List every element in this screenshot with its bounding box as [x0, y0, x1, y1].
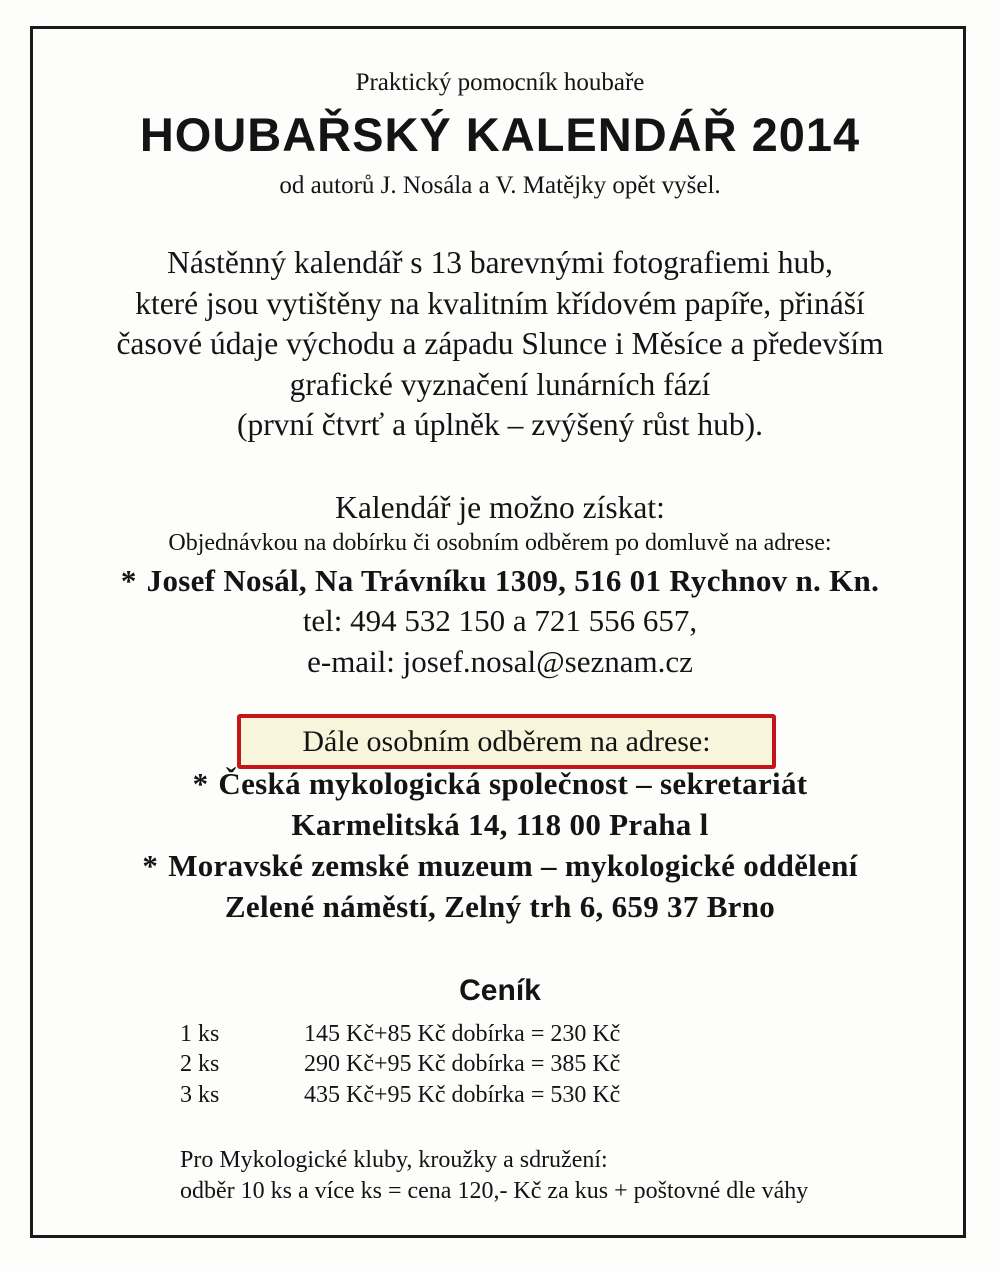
pickup-highlight-box: [237, 714, 776, 769]
price-calc: 435 Kč+95 Kč dobírka = 530 Kč: [304, 1082, 621, 1108]
pickup-location-address: Karmelitská 14, 118 00 Praha l: [291, 807, 709, 842]
club-pricing-line: Pro Mykologické kluby, kroužky a sdružení:: [180, 1147, 608, 1173]
club-pricing-line: odběr 10 ks a více ks = cena 120,- Kč za kus + poštovné dle váhy: [180, 1178, 809, 1204]
kicker-text: Praktický pomocník houbaře: [355, 69, 645, 96]
description-line: které jsou vytištěny na kvalitním křídovém papíře, přináší: [135, 285, 865, 321]
price-qty: 2 ks: [180, 1051, 220, 1077]
bullet-star: *: [120, 563, 137, 598]
pickup-highlight-text: Dále osobním odběrem na adrese:: [302, 724, 711, 758]
price-calc: 145 Kč+85 Kč dobírka = 230 Kč: [304, 1021, 621, 1047]
description-line: Nástěnný kalendář s 13 barevnými fotografiemi hub,: [167, 245, 833, 280]
pickup-location-address: Zelené náměstí, Zelný trh 6, 659 37 Brno: [224, 889, 776, 924]
price-qty: 3 ks: [180, 1082, 220, 1108]
availability-heading: Kalendář je možno získat:: [335, 490, 665, 525]
club-pricing-note: [180, 1145, 808, 1207]
pickup-location-name-text: Česká mykologická společnost – sekretariát: [218, 766, 808, 801]
primary-address: [0, 563, 1000, 599]
email-address: e-mail: josef.nosal@seznam.cz: [307, 644, 693, 679]
description-line: grafické vyznačení lunárních fází: [289, 366, 711, 402]
primary-address-text: Josef Nosál, Na Trávníku 1309, 516 01 Rychnov n. Kn.: [146, 563, 880, 598]
description-line: časové údaje východu a západu Slunce i Měsíce a především: [116, 326, 884, 361]
description-line: (první čtvrť a úplněk – zvýšený růst hub).: [236, 407, 764, 442]
phone-numbers: tel: 494 532 150 a 721 556 657,: [302, 603, 698, 638]
price-qty: 1 ks: [180, 1021, 220, 1047]
pickup-location-name: [0, 766, 1000, 802]
pricing-title: Ceník: [459, 974, 541, 1007]
price-calc: 290 Kč+95 Kč dobírka = 385 Kč: [304, 1051, 621, 1077]
bullet-star: *: [192, 766, 209, 801]
description: [0, 243, 1000, 446]
bullet-star: *: [142, 848, 159, 883]
pickup-location-name-text: Moravské zemské muzeum – mykologické oddělení: [168, 848, 858, 883]
availability-note: Objednávkou na dobírku či osobním odběrem po domluvě na adrese:: [168, 530, 832, 556]
pickup-location-name: [0, 848, 1000, 884]
subtitle: od autorů J. Nosála a V. Matějky opět vyšel.: [279, 172, 721, 199]
page-title: HOUBAŘSKÝ KALENDÁŘ 2014: [139, 108, 861, 161]
